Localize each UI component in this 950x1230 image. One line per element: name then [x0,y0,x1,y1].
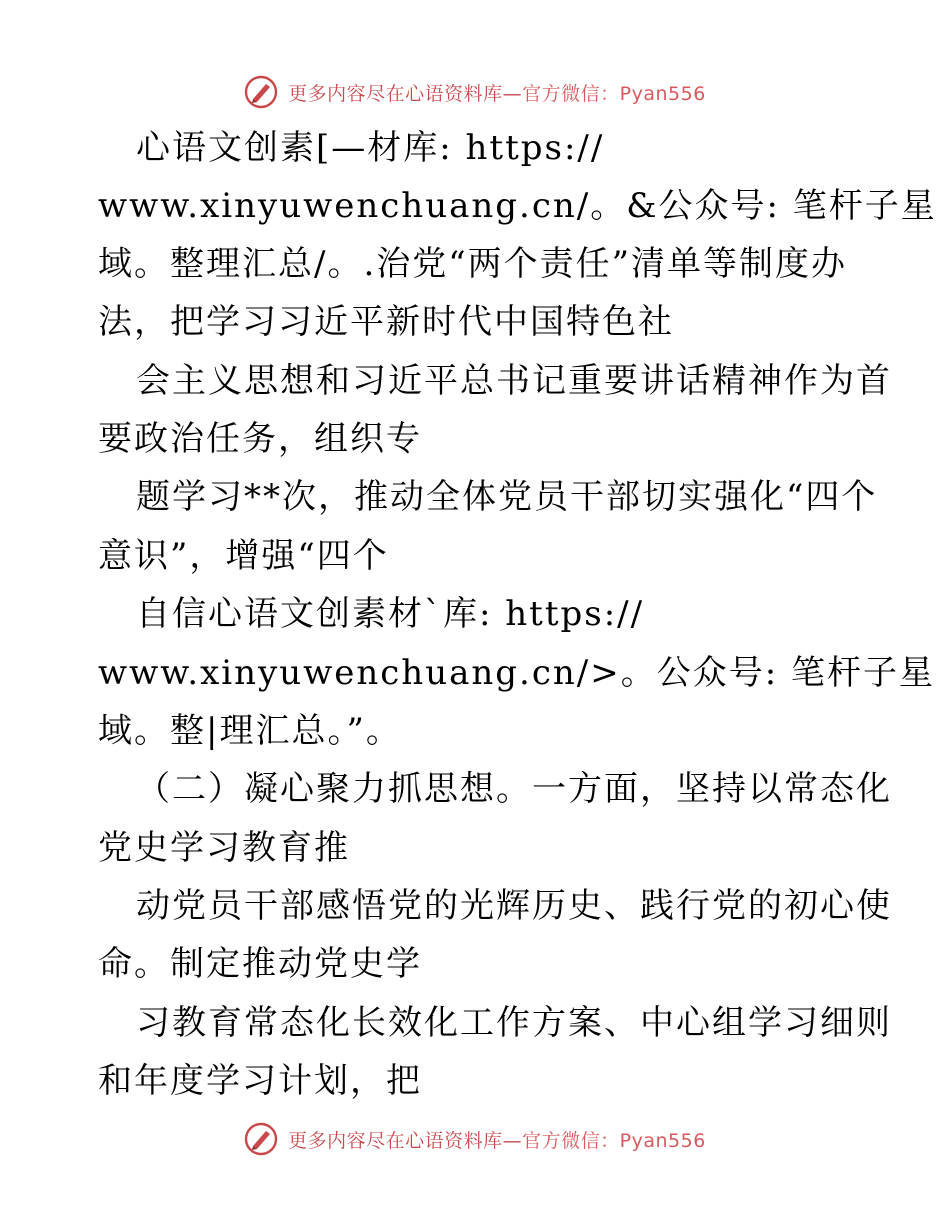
pen-logo-icon [244,75,278,109]
header-lead: 更多内容尽在心语资料库 [288,82,503,105]
text-line: 党史学习教育推 [98,828,350,868]
text-line: www.xinyuwenchuang.cn/。&公众号: 笔杆子星 [98,186,937,226]
text-line: 意识”，增强“四个 [98,536,389,576]
footer-banner [0,1117,950,1161]
header-banner [0,70,950,114]
text-line: 和年度学习计划，把 [98,1061,422,1101]
text-line: （二）凝心聚力抓思想。一方面，坚持以常态化 [136,769,892,809]
text-line: 要政治任务，组织专 [98,419,422,459]
text-line: 习教育常态化长效化工作方案、中心组学习细则 [136,1003,892,1043]
footer-text [288,1126,706,1153]
pen-logo-icon [244,1122,278,1156]
text-line: 心语文创素[—材库: https:// [136,128,605,168]
footer-wechat: 官方微信：Pyan556 [522,1129,706,1152]
footer-lead: 更多内容尽在心语资料库 [288,1129,503,1152]
text-line: 动党员干部感悟党的光辉历史、践行党的初心使 [136,886,892,926]
text-line: 域。整理汇总/。.治党“两个责任”清单等制度办 [98,244,848,284]
header-wechat: 官方微信：Pyan556 [522,82,706,105]
text-line: 题学习**次，推动全体党员干部切实强化“四个 [136,477,878,517]
text-line: 自信心语文创素材`库: https:// [136,594,645,634]
header-text [288,79,706,106]
footer-dash: — [502,1129,523,1152]
text-line: 法，把学习习近平新时代中国特色社 [98,302,674,342]
text-line: www.xinyuwenchuang.cn/>。公众号: 笔杆子星 [98,653,935,693]
text-line: 域。整|理汇总。”。 [98,711,402,751]
header-dash: — [502,82,523,105]
text-line: 会主义思想和习近平总书记重要讲话精神作为首 [136,361,892,401]
text-line: 命。制定推动党史学 [98,944,422,984]
